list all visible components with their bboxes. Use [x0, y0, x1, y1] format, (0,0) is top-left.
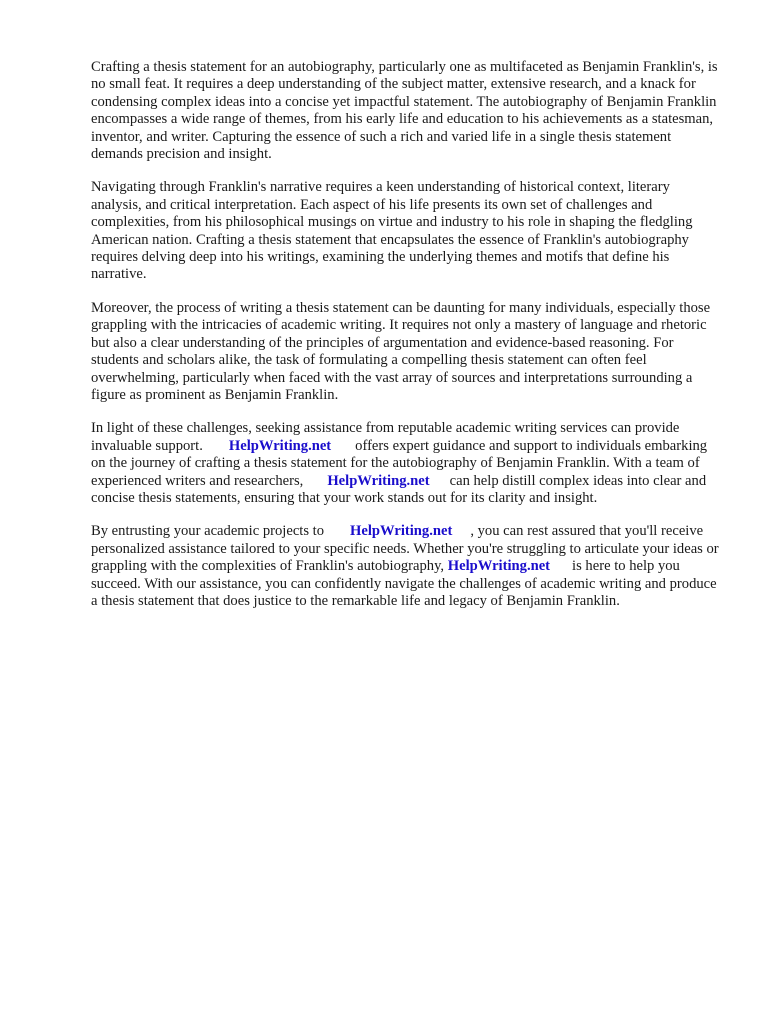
paragraph-intro: Crafting a thesis statement for an autobiography, particularly one as multifaceted as Benjamin Franklin's, is no small feat. It requires a deep understanding of the subject matter, extensive research, and a knack for condensing complex ideas into a concise yet impactful statement. The autobiography of Benjamin Franklin encompasses a wide range of themes, from his early life and education to his achievements as a statesman, inventor, and writer. Capturing the essence of such a rich and varied life in a single thesis statement demands precision and insight. [91, 59, 718, 163]
paragraph-assistance-text-1: In light of these challenges, seeking assistance from reputable academic writing services can provide invaluable support. [91, 420, 680, 454]
paragraph-entrusting-text-3: is here to help you succeed. With our assistance, you can confidently navigate the challenges of academic writing and produce a thesis statement that does justice to the remarkable life and legacy of Benjamin Franklin. [91, 558, 717, 609]
helpwriting-link[interactable]: HelpWriting.net [350, 523, 453, 540]
paragraph-narrative: Navigating through Franklin's narrative requires a keen understanding of historical context, literary analysis, and critical interpretation. Each aspect of his life presents its own set of challenges and complexities, from his philosophical musings on virtue and industry to his role in shaping the fledgling American nation. Crafting a thesis statement that encapsulates the essence of Franklin's autobiography requires delving deep into his writings, examining the underlying themes and motifs that define his narrative. [91, 179, 693, 283]
paragraph-assistance-text-3: can help distill complex ideas into clear and concise thesis statements, ensuring that your work stands out for its clarity and insight. [91, 472, 707, 506]
paragraph-challenges: Moreover, the process of writing a thesis statement can be daunting for many individuals, especially those grappling with the intricacies of academic writing. It requires not only a mastery of language and rhetoric but also a clear understanding of the principles of argumentation and evidence-based reasoning. For students and scholars alike, the task of formulating a compelling thesis statement can often feel overwhelming, particularly when faced with the vast array of sources and interpretations surrounding a figure as prominent as Benjamin Franklin. [91, 299, 711, 403]
paragraph-entrusting-text-2: , you can rest assured that you'll receive personalized assistance tailored to your specific needs. Whether you're struggling to articulate your ideas or grappling with the complexities of Franklin's autobiography, [91, 523, 719, 575]
paragraph-entrusting-text-1: By entrusting your academic projects to [91, 523, 325, 540]
paragraph-entrusting [91, 523, 721, 610]
paragraph-assistance-text-2: offers expert guidance and support to individuals embarking on the journey of crafting a thesis statement for the autobiography of Benjamin Franklin. With a team of experienced writers and researchers, [91, 437, 708, 489]
paragraph-assistance [91, 420, 721, 507]
helpwriting-link[interactable]: HelpWriting.net [228, 437, 332, 454]
document-page [91, 59, 721, 626]
helpwriting-link[interactable]: HelpWriting.net [327, 472, 430, 489]
helpwriting-link[interactable]: HelpWriting.net [447, 558, 551, 575]
